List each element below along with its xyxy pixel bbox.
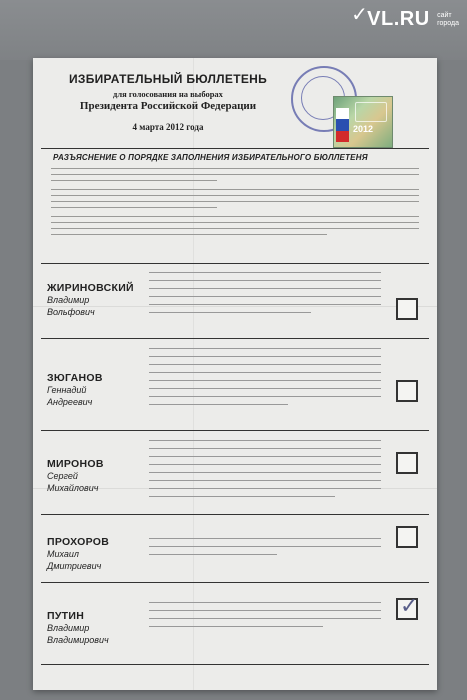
instructions-title: РАЗЪЯСНЕНИЕ О ПОРЯДКЕ ЗАПОЛНЕНИЯ ИЗБИРАТЕЛЬНОГО БЮЛЛЕТЕНЯ: [53, 153, 368, 162]
ballot-office: Президента Российской Федерации: [79, 100, 257, 112]
vote-checkbox[interactable]: [396, 298, 418, 320]
election-date: 4 марта 2012 года: [132, 122, 204, 132]
candidate-bio: [149, 602, 381, 634]
candidate-bio: [149, 538, 381, 562]
candidate-bio: [149, 440, 381, 504]
candidate-row: [41, 262, 429, 339]
site-watermark: [351, 4, 459, 31]
ballot-subtitle: для голосования на выборах: [113, 89, 223, 99]
candidate-name: ПУТИН Владимир Владимирович: [47, 610, 109, 645]
vote-checkbox[interactable]: [396, 452, 418, 474]
watermark-brand: VL.RU: [367, 8, 430, 30]
ballot-sheet: [33, 58, 437, 690]
candidate-row: [41, 582, 429, 665]
candidate-name: ПРОХОРОВ Михаил Дмитриевич: [47, 536, 110, 571]
emblem-icon: [355, 102, 387, 122]
hologram-year: 2012: [353, 124, 374, 134]
candidate-name: МИРОНОВ Сергей Михайлович: [47, 458, 104, 493]
ballot-title: ИЗБИРАТЕЛЬНЫЙ БЮЛЛЕТЕНЬ: [68, 72, 268, 86]
candidate-name: ЖИРИНОВСКИЙ Владимир Вольфович: [47, 282, 134, 317]
ballot-header: [33, 72, 303, 132]
candidate-row: [41, 338, 429, 431]
candidate-name: ЗЮГАНОВ Геннадий Андреевич: [47, 372, 103, 407]
vote-checkbox[interactable]: [396, 594, 419, 620]
vote-checkbox[interactable]: [396, 380, 418, 402]
candidate-bio: [149, 272, 381, 320]
instructions-section: [41, 148, 429, 264]
vote-checkbox[interactable]: [396, 526, 418, 548]
swoosh-icon: ✓: [351, 4, 368, 26]
candidate-bio: [149, 348, 381, 412]
candidate-row: [41, 430, 429, 515]
candidate-row: [41, 514, 429, 583]
watermark-tagline: сайт города: [437, 12, 459, 27]
check-mark-icon: ✓: [400, 594, 419, 619]
russian-flag-icon: [336, 108, 349, 142]
